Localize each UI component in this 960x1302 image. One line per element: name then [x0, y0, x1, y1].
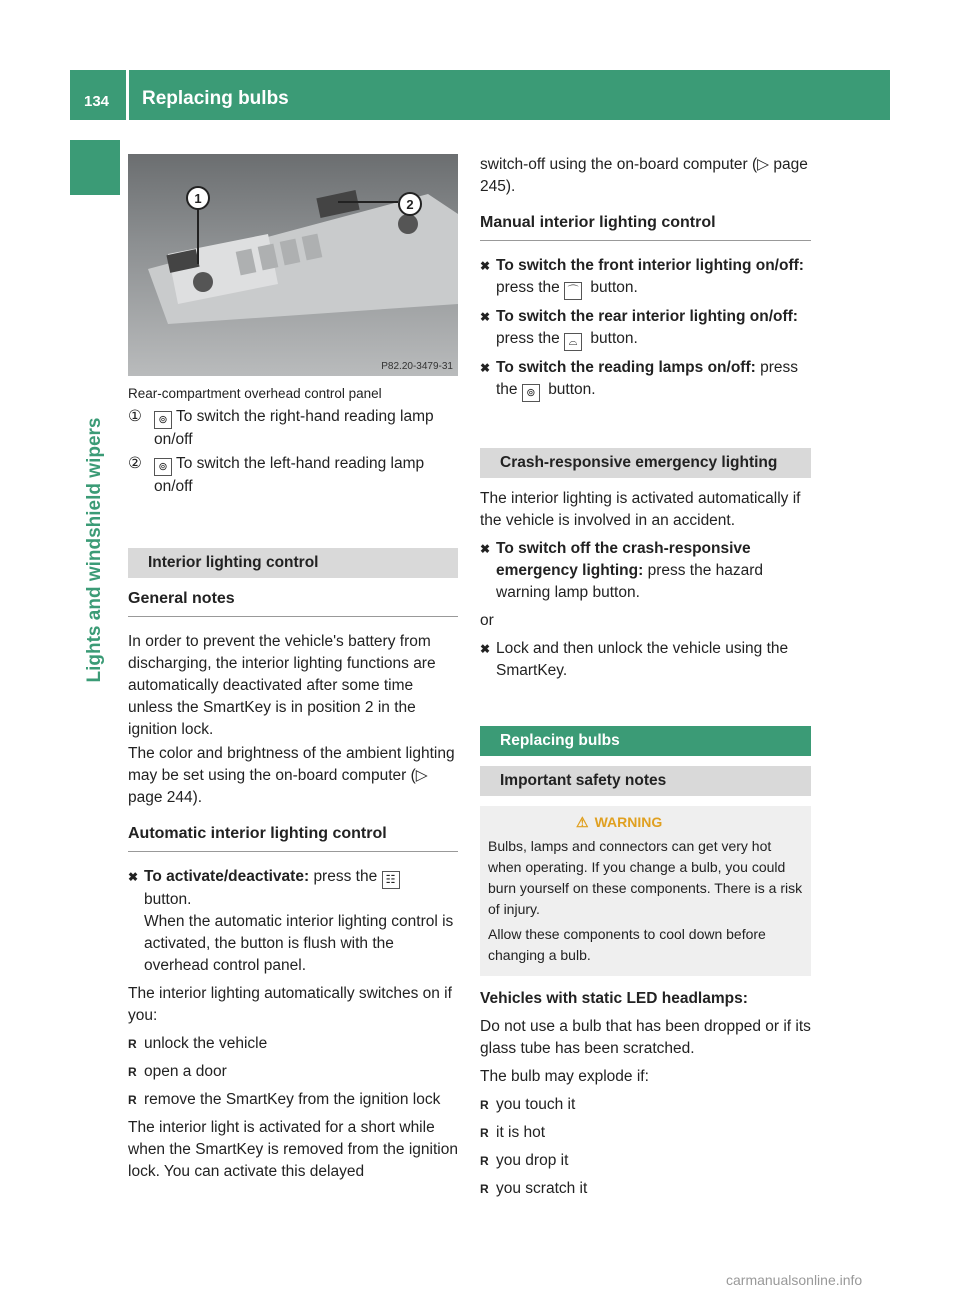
instruction-step: ✖ To switch the reading lamps on/off: press the ⊚ button. — [480, 357, 811, 402]
header-divider — [126, 70, 129, 120]
list-item: R unlock the vehicle — [128, 1035, 268, 1052]
overhead-panel-illustration — [128, 154, 458, 376]
paragraph: The interior light is activated for a short while when the SmartKey is removed from the ignition lock. You can activate this delayed — [128, 1119, 458, 1180]
paragraph: Do not use a bulb that has been dropped or if its glass tube has been scratched. — [480, 1018, 811, 1057]
page-title: Replacing bulbs — [142, 88, 289, 109]
instruction-step: ✖ To switch the rear interior lighting on/off: press the ⌓ button. — [480, 306, 811, 351]
rear-light-icon: ⌓ — [564, 333, 582, 351]
list-item: R you drop it — [480, 1152, 569, 1169]
reading-lamp-icon: ⊚ — [154, 411, 172, 429]
subheading: Manual interior lighting control — [480, 212, 811, 241]
section-heading: Interior lighting control — [128, 548, 458, 578]
legend-item: ① ⊚ To switch the right-hand reading lamp on/off — [128, 408, 434, 448]
chapter-heading: Replacing bulbs — [480, 726, 811, 756]
auto-lighting-icon: ☷ — [382, 871, 400, 889]
instruction-step: ✖ To switch off the crash-responsive emergency lighting: press the hazard warning lamp button. — [480, 540, 764, 601]
svg-text:2: 2 — [406, 197, 414, 212]
footer-watermark: carmanualsonline.info — [726, 1272, 863, 1288]
subheading: Vehicles with static LED headlamps: — [480, 990, 748, 1007]
list-item: R you touch it — [480, 1096, 576, 1113]
page-number: 134 — [84, 93, 110, 110]
paragraph: The bulb may explode if: — [480, 1068, 649, 1085]
right-column — [480, 154, 811, 1206]
list-item: R you scratch it — [480, 1180, 588, 1197]
front-light-icon: ⌒ — [564, 282, 582, 300]
instruction-step: ✖ Lock and then unlock the vehicle using the SmartKey. — [480, 640, 789, 679]
subheading: Automatic interior lighting control — [128, 823, 458, 852]
instruction-step: ✖ To activate/deactivate: press the ☷ button. When the automatic interior lighting control is activated, the button is flush with the overhead control panel. — [128, 868, 454, 974]
paragraph: switch-off using the on-board computer (▷ page 245). — [480, 156, 808, 195]
subheading: General notes — [128, 588, 458, 617]
left-column — [128, 154, 458, 1185]
list-item: R remove the SmartKey from the ignition lock — [128, 1091, 441, 1108]
side-tab-block — [70, 140, 120, 195]
section-heading: Crash-responsive emergency lighting — [480, 448, 811, 478]
reading-lamp-icon: ⊚ — [154, 458, 172, 476]
reading-lamp-icon: ⊚ — [522, 384, 540, 402]
list-item: R it is hot — [480, 1124, 546, 1141]
or-text: or — [480, 612, 494, 629]
paragraph: The color and brightness of the ambient lighting may be set using the on-board computer (▷ page 244). — [128, 745, 455, 806]
svg-text:1: 1 — [194, 191, 202, 206]
svg-text:P82.20-3479-31: P82.20-3479-31 — [381, 361, 453, 372]
photo-caption: Rear-compartment overhead control panel — [128, 386, 382, 401]
section-heading: Important safety notes — [480, 766, 811, 796]
list-item: R open a door — [128, 1063, 227, 1080]
instruction-step: ✖ To switch the front interior lighting on/off: press the ⌒ button. — [480, 255, 811, 300]
paragraph: In order to prevent the vehicle's battery from discharging, the interior lighting functions are automatically deactivated after some time unless the SmartKey is in position 2 in the ignition lock. — [128, 633, 436, 738]
legend-item: ② ⊚ To switch the left-hand reading lamp on/off — [128, 455, 425, 495]
paragraph: The interior lighting is activated automatically if the vehicle is involved in an accident. — [480, 490, 801, 529]
side-section-label: Lights and windshield wipers — [84, 417, 105, 683]
paragraph: The interior lighting automatically switches on if you: — [128, 985, 452, 1024]
overhead-panel-photo — [128, 154, 458, 376]
warning-icon: ⚠ — [576, 814, 589, 830]
warning-box: ⚠ WARNING Bulbs, lamps and connectors can get very hot when operating. If you change a bulb, you could burn yourself on these components. There is a risk of injury. Allow these components to cool down before changing a bulb. — [480, 806, 811, 976]
